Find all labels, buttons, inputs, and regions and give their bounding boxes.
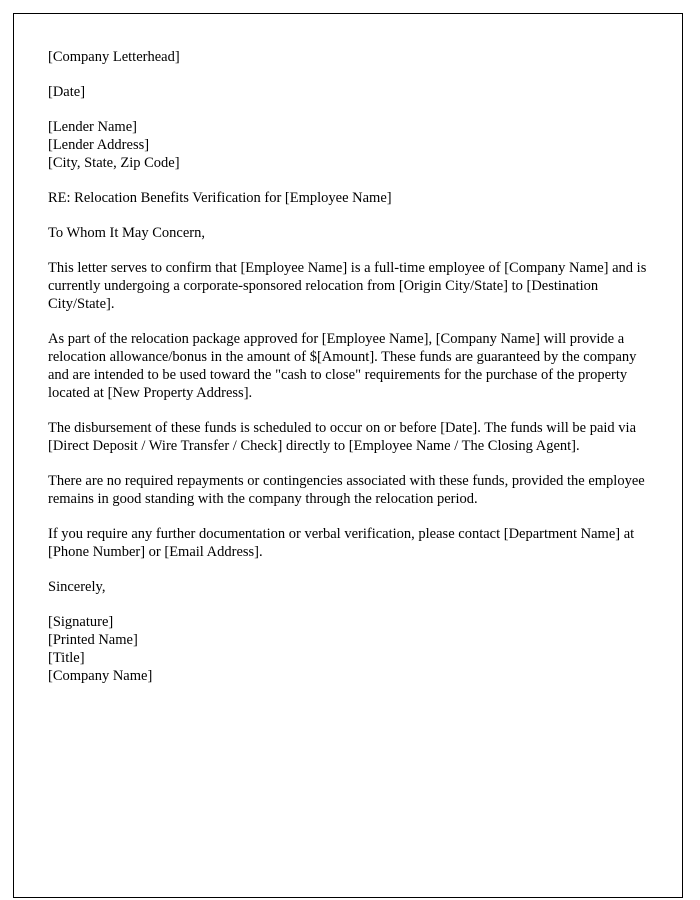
- closing-text: Sincerely,: [48, 579, 106, 595]
- subject-text: RE: Relocation Benefits Verification for [Employee Name]: [48, 190, 392, 206]
- body-paragraph-5: If you require any further documentation or verbal verification, please contact [Department Name] at [Phone Number] or [Email Address].: [48, 526, 635, 560]
- body-paragraph-1: This letter serves to confirm that [Employee Name] is a full-time employee of [Company Name] and is currently undergoing a corporate-sponsored relocation from [Origin City/State] to [Destination City/State].: [48, 260, 647, 312]
- signature-block: [48, 613, 654, 685]
- company-name-placeholder: [Company Name]: [48, 668, 153, 684]
- letterhead-placeholder: [48, 48, 654, 66]
- letter-content: [48, 48, 654, 702]
- subject-line: [48, 189, 654, 207]
- date-line: [48, 83, 654, 101]
- body-paragraph-4: There are no required repayments or contingencies associated with these funds, provided the employee remains in good standing with the company through the relocation period.: [48, 473, 645, 507]
- recipient-city-state-zip: [City, State, Zip Code]: [48, 155, 180, 171]
- salutation-text: To Whom It May Concern,: [48, 225, 205, 241]
- recipient-block: [48, 118, 654, 172]
- recipient-name: [Lender Name]: [48, 119, 137, 135]
- body-paragraph-3: The disbursement of these funds is scheduled to occur on or before [Date]. The funds will be paid via [Direct Deposit / Wire Transfer / Check] directly to [Employee Name / The Closing Agent].: [48, 420, 637, 454]
- recipient-address: [Lender Address]: [48, 137, 150, 153]
- title-placeholder: [Title]: [48, 650, 85, 666]
- signature-placeholder: [Signature]: [48, 614, 114, 630]
- date-text: [Date]: [48, 84, 86, 100]
- printed-name-placeholder: [Printed Name]: [48, 632, 138, 648]
- closing: [48, 578, 654, 596]
- letterhead-line: [Company Letterhead]: [48, 49, 180, 65]
- salutation: [48, 224, 654, 242]
- body-paragraph-2: As part of the relocation package approved for [Employee Name], [Company Name] will provide a relocation allowance/bonus in the amount of $[Amount]. These funds are guaranteed by the company and are intended to be used toward the "cash to close" requirements for the purchase of the property located at [New Property Address].: [48, 331, 637, 401]
